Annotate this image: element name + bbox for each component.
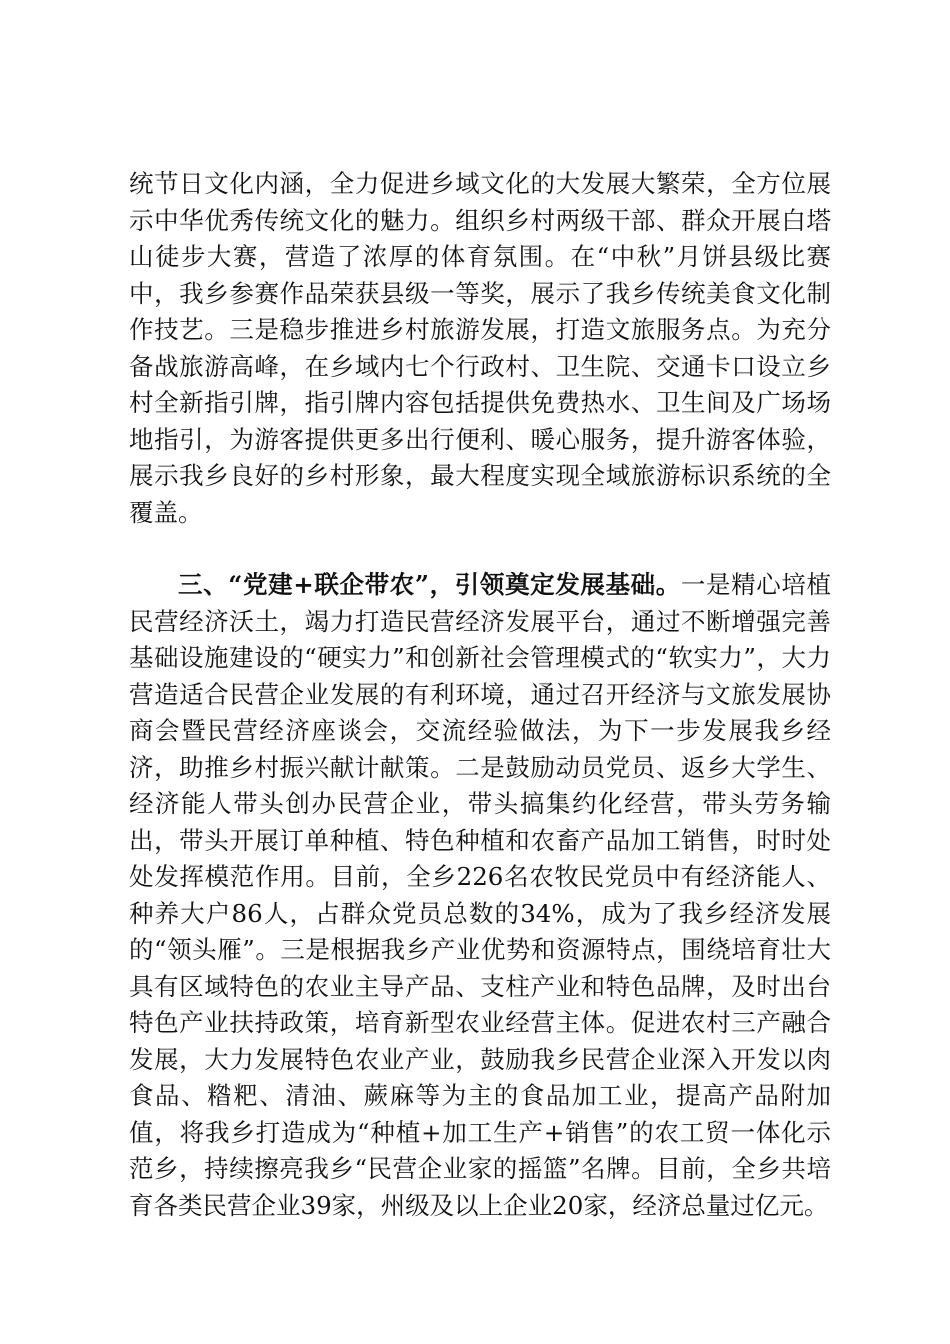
paragraph-section-3	[129, 567, 831, 1224]
section-3-heading: 三、“党建+联企带农”，引领奠定发展基础。	[178, 570, 681, 599]
document-page	[129, 166, 831, 1224]
section-3-body: 一是精心培植民营经济沃土，竭力打造民营经济发展平台，通过不断增强完善基础设施建设的“硬实力”和创新社会管理模式的“软实力”，大力营造适合民营企业发展的有利环境，通过召开经济与文旅发展协商会暨民营经济座谈会，交流经验做法，为下一步发展我乡经济，助推乡村振兴献计献策。二是鼓励动员党员、返乡大学生、经济能人带头创办民营企业，带头搞集约化经营，带头劳务输出，带头开展订单种植、特色种植和农畜产品加工销售，时时处处发挥模范作用。目前，全乡226名农牧民党员中有经济能人、种养大户86人，占群众党员总数的34%，成为了我乡经济发展的“领头雁”。三是根据我乡产业优势和资源特点，围绕培育壮大具有区域特色的农业主导产品、支柱产业和特色品牌，及时出台特色产业扶持政策，培育新型农业经营主体。促进农村三产融合发展，大力发展特色农业产业，鼓励我乡民营企业深入开发以肉食品、糌粑、清油、蕨麻等为主的食品加工业，提高产品附加值，将我乡打造成为“种植+加工生产+销售”的农工贸一体化示范乡，持续擦亮我乡“民营企业家的摇篮”名牌。目前，全乡共培育各类民营企业39家，州级及以上企业20家，经济总量过亿元。	[129, 570, 832, 1220]
paragraph-culture-tourism: 统节日文化内涵，全力促进乡域文化的大发展大繁荣，全方位展示中华优秀传统文化的魅力。组织乡村两级干部、群众开展白塔山徒步大赛，营造了浓厚的体育氛围。在“中秋”月饼县级比赛中，我乡参赛作品荣获县级一等奖，展示了我乡传统美食文化制作技艺。三是稳步推进乡村旅游发展，打造文旅服务点。为充分备战旅游高峰，在乡域内七个行政村、卫生院、交通卡口设立乡村全新指引牌，指引牌内容包括提供免费热水、卫生间及广场场地指引，为游客提供更多出行便利、暖心服务，提升游客体验，展示我乡良好的乡村形象，最大程度实现全域旅游标识系统的全覆盖。	[129, 169, 831, 527]
